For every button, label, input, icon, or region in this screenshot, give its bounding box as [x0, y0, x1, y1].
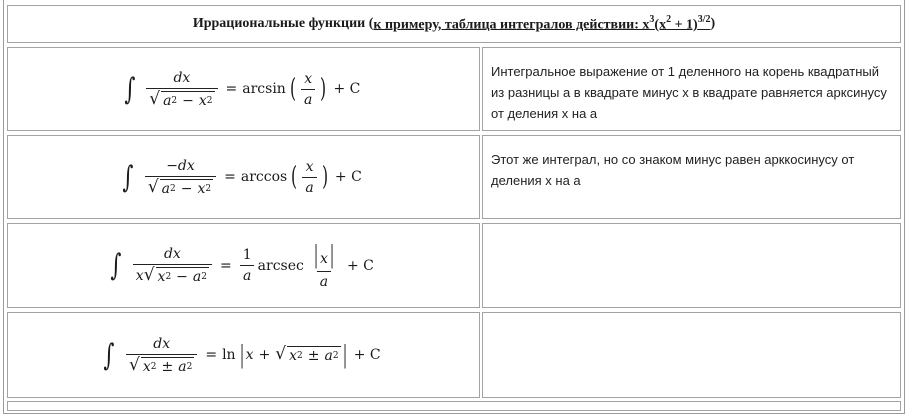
formula-arcsin: ∫ dx √ a 2 − x 2 = arcsin ( $\frac{x}{a}$ ) + C — [123, 69, 361, 109]
formula-cell-arccos — [7, 135, 480, 219]
header-prefix: Иррациональные функции ( — [192, 16, 374, 31]
description-cell-arccos: Этот же интеграл, но со знаком минус равен арккосинусу от деления х на а — [482, 135, 901, 219]
header-link[interactable]: к примеру, таблица интегралов действии: $x^3(x^2 + 1)^{3/2}$ — [373, 13, 711, 33]
description-cell-arcsin: Интегральное выражение от 1 деленного на корень квадратный из разницы а в квадрате минус х в квадрате равняется арксинусу от деления х на а — [482, 47, 901, 131]
formula-ln: ∫ dx √ x 2 ± a 2 = ln | x + √ x 2 ± a 2 | + C — [103, 335, 381, 375]
description-cell-arcsec — [482, 223, 901, 308]
header-suffix: ) — [710, 16, 716, 31]
formula-cell-arcsec — [7, 223, 480, 308]
formula-cell-ln — [7, 312, 480, 398]
next-row-edge — [7, 401, 901, 411]
description-cell-ln — [482, 312, 901, 398]
formula-arccos: ∫ −dx √ a 2 − x 2 = arccos ( $\frac{x}{a}$ ) + C — [122, 157, 362, 197]
formula-cell-arcsin — [7, 47, 480, 131]
formula-arcsec: ∫ dx x √ x 2 − a 2 = $\frac{1}{a}$ arcsec $\frac{| x|}{a}$ + C — [110, 241, 374, 290]
table-header — [7, 5, 901, 43]
